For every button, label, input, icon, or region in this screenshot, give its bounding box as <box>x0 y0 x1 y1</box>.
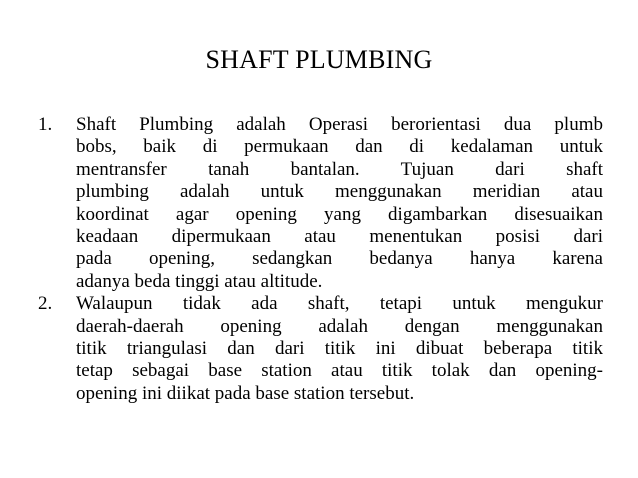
text-line: mentransfer tanah bantalan. Tujuan dari shaft <box>76 158 603 180</box>
text-line: adanya beda tinggi atau altitude. <box>76 270 323 292</box>
list-item-number: 1. <box>38 114 53 135</box>
text-line: Walaupun tidak ada shaft, tetapi untuk mengukur <box>76 293 603 315</box>
text-line: titik triangulasi dan dari titik ini dibuat beberapa titik <box>76 338 603 360</box>
text-line: keadaan dipermukaan atau menentukan posisi dari <box>76 226 603 248</box>
text-line: koordinat agar opening yang digambarkan disesuaikan <box>76 203 603 225</box>
slide-title: SHAFT PLUMBING <box>205 45 433 74</box>
text-line: pada opening, sedangkan bedanya hanya karena <box>76 248 603 270</box>
list-item-number: 2. <box>38 293 53 315</box>
list-item <box>38 293 603 405</box>
list-item <box>38 114 603 293</box>
text-line: bobs, baik di permukaan dan di kedalaman untuk <box>76 136 603 158</box>
text-line: plumbing adalah untuk menggunakan meridian atau <box>76 181 603 203</box>
text-line: daerah-daerah opening adalah dengan menggunakan <box>76 315 603 337</box>
text-line: tetap sebagai base station atau titik tolak dan opening- <box>76 360 603 382</box>
text-line: opening ini diikat pada base station tersebut. <box>76 382 415 404</box>
numbered-list <box>38 114 603 405</box>
text-line: Shaft Plumbing adalah Operasi berorientasi dua plumb <box>76 114 603 135</box>
